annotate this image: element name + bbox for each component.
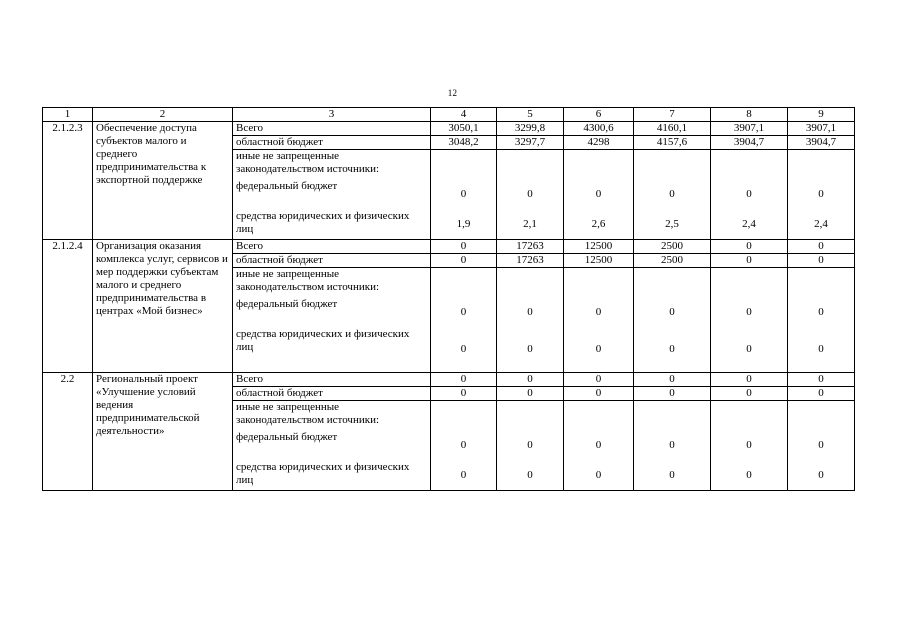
value-cell: 0: [788, 431, 855, 461]
value-cell: 0: [634, 387, 711, 401]
value-cell: 0: [711, 373, 788, 387]
table-row: [43, 240, 855, 254]
value-cell: 0: [788, 387, 855, 401]
value-cell: 4160,1: [634, 122, 711, 136]
value-cell: 0: [564, 387, 634, 401]
value-cell: [711, 401, 788, 431]
value-cell: 3907,1: [788, 122, 855, 136]
value-cell: [497, 401, 564, 431]
value-cell: 0: [711, 254, 788, 268]
item-name: Обеспечение доступа субъектов малого и среднего предпринимательства к экспортной поддержке: [93, 122, 233, 240]
header-cell: 2: [93, 108, 233, 122]
value-cell: 0: [711, 240, 788, 254]
funding-source-label: иные не запрещенные законодательством источники:: [233, 401, 431, 431]
value-cell: 0: [431, 180, 497, 210]
table-row: [43, 373, 855, 387]
item-code: 2.2: [43, 373, 93, 491]
value-cell: 12500: [564, 254, 634, 268]
value-cell: [497, 268, 564, 298]
funding-source-label: областной бюджет: [233, 254, 431, 268]
value-cell: 0: [711, 461, 788, 491]
value-cell: [711, 150, 788, 180]
table-row: [43, 122, 855, 136]
funding-source-label: Всего: [233, 240, 431, 254]
value-cell: 0: [497, 298, 564, 328]
value-cell: 0: [788, 180, 855, 210]
value-cell: 0: [497, 431, 564, 461]
funding-source-label: областной бюджет: [233, 136, 431, 150]
value-cell: 0: [564, 431, 634, 461]
value-cell: [564, 268, 634, 298]
value-cell: 0: [431, 328, 497, 373]
value-cell: 12500: [564, 240, 634, 254]
value-cell: 0: [497, 387, 564, 401]
value-cell: 3050,1: [431, 122, 497, 136]
value-cell: 0: [431, 240, 497, 254]
value-cell: [711, 268, 788, 298]
value-cell: [634, 150, 711, 180]
value-cell: 1,9: [431, 210, 497, 240]
funding-source-label: средства юридических и физических лиц: [233, 461, 431, 491]
funding-source-label: федеральный бюджет: [233, 298, 431, 328]
funding-source-label: средства юридических и физических лиц: [233, 328, 431, 373]
value-cell: 2500: [634, 240, 711, 254]
funding-source-label: иные не запрещенные законодательством источники:: [233, 268, 431, 298]
value-cell: 2,1: [497, 210, 564, 240]
funding-source-label: Всего: [233, 373, 431, 387]
value-cell: [788, 401, 855, 431]
value-cell: 3904,7: [711, 136, 788, 150]
value-cell: [431, 401, 497, 431]
value-cell: 2,5: [634, 210, 711, 240]
value-cell: 0: [788, 298, 855, 328]
value-cell: 3299,8: [497, 122, 564, 136]
value-cell: 17263: [497, 254, 564, 268]
header-cell: 5: [497, 108, 564, 122]
value-cell: 0: [634, 328, 711, 373]
value-cell: 17263: [497, 240, 564, 254]
value-cell: 4157,6: [634, 136, 711, 150]
funding-source-label: Всего: [233, 122, 431, 136]
header-cell: 1: [43, 108, 93, 122]
value-cell: 0: [634, 373, 711, 387]
value-cell: [634, 268, 711, 298]
value-cell: 3907,1: [711, 122, 788, 136]
value-cell: 4300,6: [564, 122, 634, 136]
value-cell: 0: [564, 373, 634, 387]
value-cell: 3048,2: [431, 136, 497, 150]
value-cell: 2500: [634, 254, 711, 268]
value-cell: 0: [497, 180, 564, 210]
value-cell: 2,4: [711, 210, 788, 240]
item-code: 2.1.2.3: [43, 122, 93, 240]
value-cell: [788, 268, 855, 298]
value-cell: 0: [711, 328, 788, 373]
item-name: Организация оказания комплекса услуг, сервисов и мер поддержки субъектам малого и среднего предпринимательства в центрах «Мой бизнес»: [93, 240, 233, 373]
value-cell: 0: [788, 328, 855, 373]
value-cell: [431, 268, 497, 298]
value-cell: 2,6: [564, 210, 634, 240]
item-name: Региональный проект «Улучшение условий ведения предпринимательской деятельности»: [93, 373, 233, 491]
header-cell: 7: [634, 108, 711, 122]
value-cell: [431, 150, 497, 180]
funding-source-label: областной бюджет: [233, 387, 431, 401]
value-cell: 0: [711, 431, 788, 461]
table-header-row: [43, 108, 855, 122]
page-number: 12: [447, 88, 458, 98]
value-cell: 3904,7: [788, 136, 855, 150]
value-cell: 0: [564, 328, 634, 373]
value-cell: 0: [497, 328, 564, 373]
value-cell: 0: [788, 240, 855, 254]
value-cell: [564, 150, 634, 180]
header-cell: 8: [711, 108, 788, 122]
budget-table: [42, 107, 855, 491]
header-cell: 9: [788, 108, 855, 122]
item-code: 2.1.2.4: [43, 240, 93, 373]
value-cell: 0: [497, 373, 564, 387]
funding-source-label: иные не запрещенные законодательством источники:: [233, 150, 431, 180]
value-cell: [564, 401, 634, 431]
value-cell: [788, 150, 855, 180]
value-cell: 2,4: [788, 210, 855, 240]
value-cell: 0: [634, 180, 711, 210]
funding-source-label: средства юридических и физических лиц: [233, 210, 431, 240]
value-cell: 0: [634, 431, 711, 461]
value-cell: 0: [634, 298, 711, 328]
value-cell: 4298: [564, 136, 634, 150]
value-cell: 0: [431, 387, 497, 401]
value-cell: 0: [788, 373, 855, 387]
value-cell: 0: [431, 298, 497, 328]
value-cell: 0: [788, 461, 855, 491]
header-cell: 3: [233, 108, 431, 122]
value-cell: [634, 401, 711, 431]
value-cell: [497, 150, 564, 180]
value-cell: 0: [711, 180, 788, 210]
value-cell: 0: [431, 461, 497, 491]
value-cell: 0: [564, 180, 634, 210]
value-cell: 0: [634, 461, 711, 491]
value-cell: 0: [497, 461, 564, 491]
header-cell: 6: [564, 108, 634, 122]
value-cell: 0: [711, 387, 788, 401]
header-cell: 4: [431, 108, 497, 122]
value-cell: 0: [711, 298, 788, 328]
value-cell: 0: [431, 254, 497, 268]
funding-source-label: федеральный бюджет: [233, 180, 431, 210]
value-cell: 0: [431, 431, 497, 461]
funding-source-label: федеральный бюджет: [233, 431, 431, 461]
value-cell: 0: [564, 461, 634, 491]
value-cell: 0: [788, 254, 855, 268]
value-cell: 3297,7: [497, 136, 564, 150]
value-cell: 0: [431, 373, 497, 387]
value-cell: 0: [564, 298, 634, 328]
